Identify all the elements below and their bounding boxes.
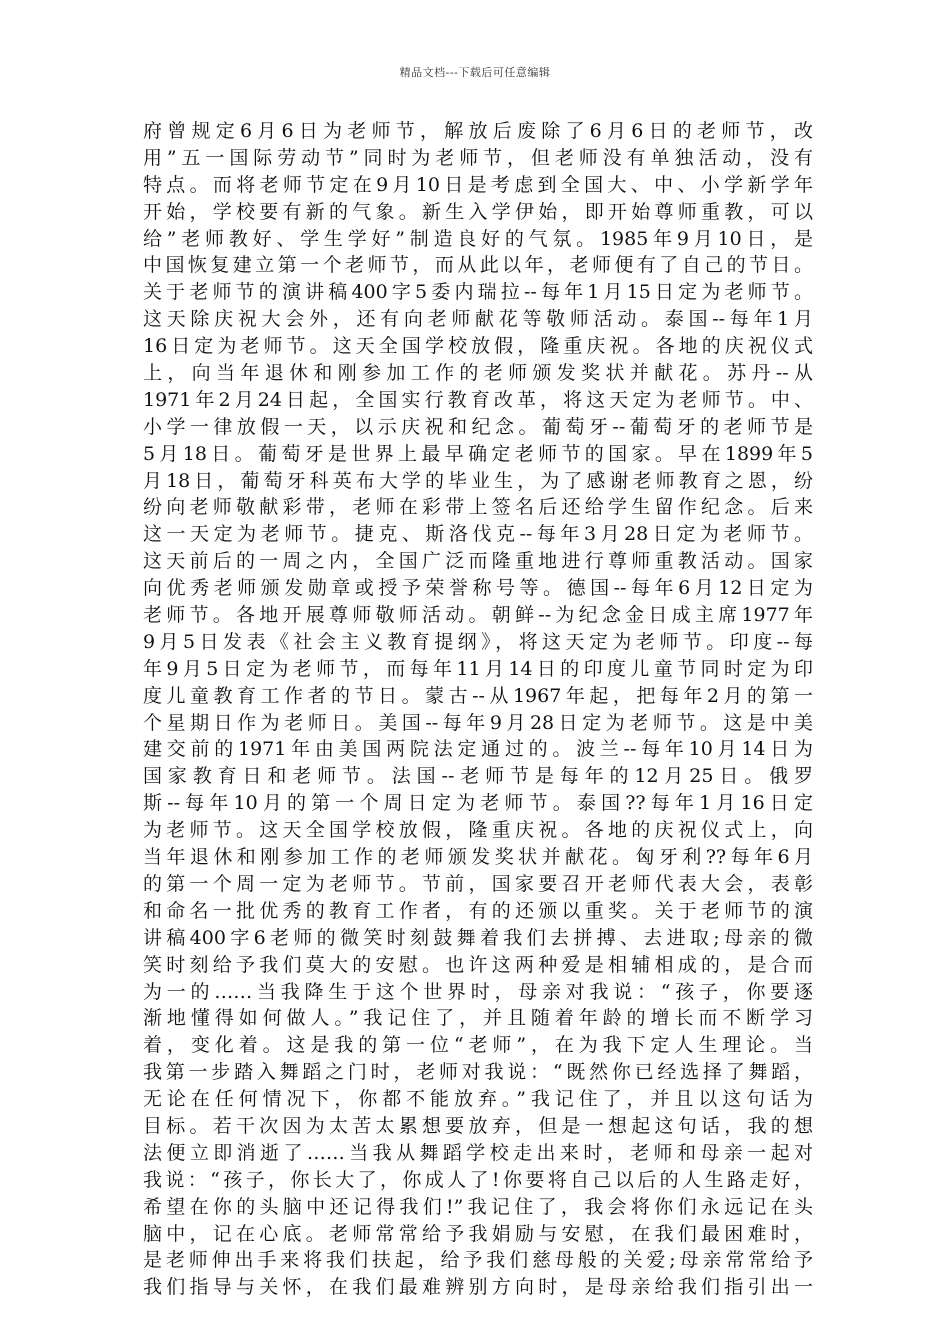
text-line: 5月18日。葡萄牙是世界上最早确定老师节的国家。早在1899年5 <box>143 442 813 465</box>
text-line: 我说：“孩子，你长大了，你成人了!你要将自己以后的人生路走好， <box>143 1168 813 1191</box>
text-line: 着，变化着。这是我的第一位“老师”，在为我下定人生理论。当 <box>143 1034 813 1057</box>
text-line: 年9月5日定为老师节，而每年11月14日的印度儿童节同时定为印 <box>143 657 813 680</box>
text-line: 国家教育日和老师节。法国--老师节是每年的12月25日。俄罗 <box>143 765 813 788</box>
text-line: 笑时刻给予我们莫大的安慰。也许这两种爱是相辅相成的，是合而 <box>143 953 813 976</box>
text-line: 脑中，记在心底。老师常常给予我娟励与安慰，在我们最困难时， <box>143 1222 813 1245</box>
text-line: 9月5日发表《社会主义教育提纲》，将这天定为老师节。印度--每 <box>143 630 813 653</box>
text-line: 中国恢复建立第一个老师节，而从此以年，老师便有了自己的节日。 <box>143 254 813 277</box>
text-line: 建交前的1971年由美国两院法定通过的。波兰--每年10月14日为 <box>143 738 813 761</box>
text-line: 为一的……当我降生于这个世界时，母亲对我说：“孩子，你要逐 <box>143 980 813 1003</box>
text-line: 老师节。各地开展尊师敬师活动。朝鲜--为纪念金日成主席1977年 <box>143 604 813 627</box>
text-line: 这天除庆祝大会外，还有向老师献花等敬师活动。泰国--每年1月 <box>143 308 813 331</box>
text-line: 斯--每年10月的第一个周日定为老师节。泰国??每年1月16日定 <box>143 792 813 815</box>
text-line: 目标。若干次因为太苦太累想要放弃，但是一想起这句话，我的想 <box>143 1114 813 1137</box>
text-line: 讲稿400字6老师的微笑时刻鼓舞着我们去拼搏、去进取;母亲的微 <box>143 926 813 949</box>
text-line: 向优秀老师颁发勋章或授予荣誉称号等。德国--每年6月12日定为 <box>143 577 813 600</box>
text-line: 个星期日作为老师日。美国--每年9月28日定为老师节。这是中美 <box>143 711 813 734</box>
text-line: 16日定为老师节。这天全国学校放假，隆重庆祝。各地的庆祝仪式 <box>143 335 813 358</box>
text-line: 上，向当年退休和刚参加工作的老师颁发奖状并献花。苏丹--从 <box>143 362 813 385</box>
text-line: 度儿童教育工作者的节日。蒙古--从1967年起，把每年2月的第一 <box>143 684 813 707</box>
text-line: 小学一律放假一天，以示庆祝和纪念。葡萄牙--葡萄牙的老师节是 <box>143 415 813 438</box>
text-line: 无论在任何情况下，你都不能放弃。”我记住了，并且以这句话为 <box>143 1088 813 1111</box>
text-line: 关于老师节的演讲稿400字5委内瑞拉--每年1月15日定为老师节。 <box>143 281 813 304</box>
text-line: 是老师伸出手来将我们扶起，给予我们慈母般的关爱;母亲常常给予 <box>143 1249 813 1272</box>
text-line: 我第一步踏入舞蹈之门时，老师对我说：“既然你已经选择了舞蹈， <box>143 1061 813 1084</box>
text-line: 纷向老师敬献彩带，老师在彩带上签名后还给学生留作纪念。后来 <box>143 496 813 519</box>
text-line: 为老师节。这天全国学校放假，隆重庆祝。各地的庆祝仪式上，向 <box>143 819 813 842</box>
text-line: 开始，学校要有新的气象。新生入学伊始，即开始尊师重教，可以 <box>143 200 813 223</box>
text-line: 的第一个周一定为老师节。节前，国家要召开老师代表大会，表彰 <box>143 872 813 895</box>
text-line: 我们指导与关怀，在我们最难辨别方向时，是母亲给我们指引出一 <box>143 1276 813 1299</box>
text-line: 和命名一批优秀的教育工作者，有的还颁以重奖。关于老师节的演 <box>143 899 813 922</box>
text-line: 这一天定为老师节。捷克、斯洛伐克--每年3月28日定为老师节。 <box>143 523 813 546</box>
text-line: 这天前后的一周之内，全国广泛而隆重地进行尊师重教活动。国家 <box>143 550 813 573</box>
text-line: 希望在你的头脑中还记得我们!”我记住了，我会将你们永远记在头 <box>143 1195 813 1218</box>
text-line: 特点。而将老师节定在9月10日是考虑到全国大、中、小学新学年 <box>143 173 813 196</box>
text-line: 渐地懂得如何做人。”我记住了，并且随着年龄的增长而不断学习 <box>143 1007 813 1030</box>
text-line: 用”五一国际劳动节”同时为老师节，但老师没有单独活动，没有 <box>143 146 813 169</box>
text-line: 当年退休和刚参加工作的老师颁发奖状并献花。匈牙利??每年6月 <box>143 846 813 869</box>
body-text <box>143 118 813 1301</box>
text-line: 给”老师教好、学生学好”制造良好的气氛。1985年9月10日，是 <box>143 227 813 250</box>
text-line: 府曾规定6月6日为老师节，解放后废除了6月6日的老师节，改 <box>143 120 813 142</box>
text-line: 1971年2月24日起，全国实行教育改革，将这天定为老师节。中、 <box>143 388 813 411</box>
page-header: 精品文档---下载后可任意编辑 <box>399 66 551 79</box>
text-line: 法便立即消逝了……当我从舞蹈学校走出来时，老师和母亲一起对 <box>143 1141 813 1164</box>
text-line: 月18日，葡萄牙科英布大学的毕业生，为了感谢老师教育之恩，纷 <box>143 469 813 492</box>
